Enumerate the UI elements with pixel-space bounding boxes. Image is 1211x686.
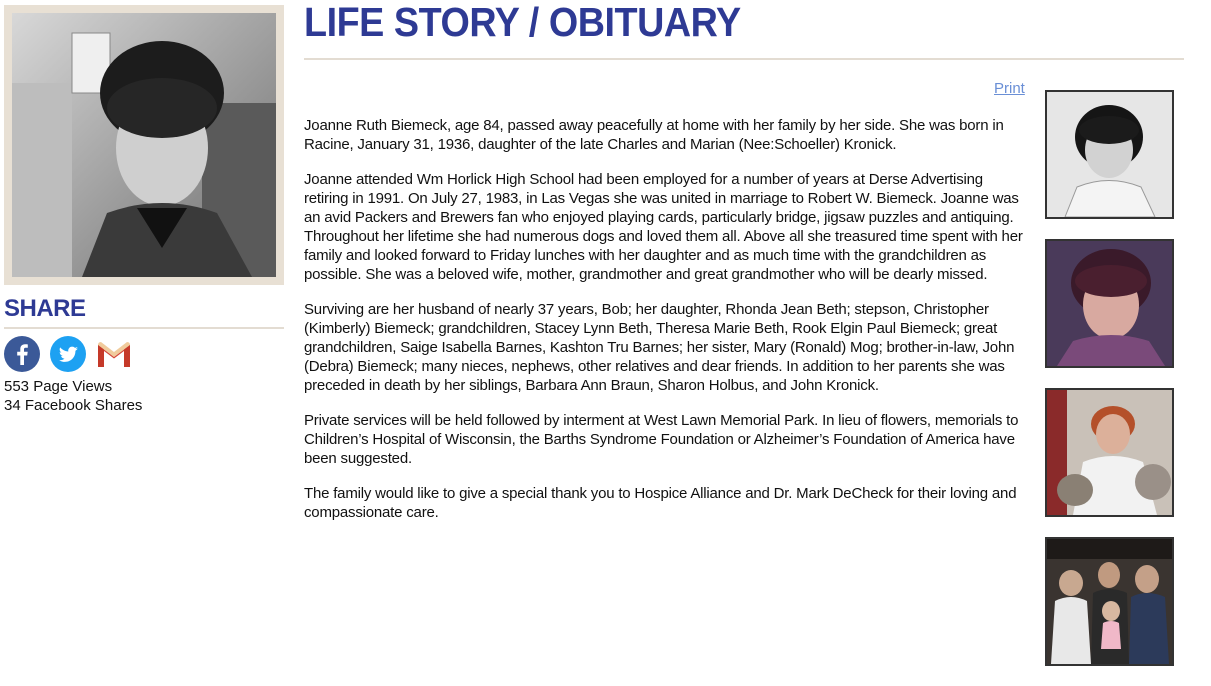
obituary-paragraph: The family would like to give a special thank you to Hospice Alliance and Dr. Mark DeCheck for their loving and compassionate care. [304,485,1017,521]
share-stats [4,377,284,415]
twitter-icon[interactable] [50,336,86,372]
obituary-paragraph: Surviving are her husband of nearly 37 years, Bob; her daughter, Rhonda Jean Beth; stepson, Christopher (Kimberly) Biemeck; grandchildren, Stacey Lynn Beth, Theresa Marie Beth, Rook Elgin Paul Biemeck; great grandchildren, Saige Isabella Barnes, Kashton Tru Barnes; her sister, Mary (Ronald) Mog; brother-in-law, John (Debra) Biemeck; many nieces, nephews, other relatives and dear friends. In addition to her parents she was preceded in death by her siblings, Barbara Ann Braun, Sharon Holbus, and John Kronick. [304,301,1015,394]
gallery-image [1047,390,1172,515]
portrait-photo [12,13,276,277]
page-title: LIFE STORY / OBITUARY [304,0,741,45]
gallery-photo-4[interactable] [1045,537,1174,666]
facebook-shares: 34 Facebook Shares [4,397,143,414]
obituary-paragraph: Private services will be held followed by interment at West Lawn Memorial Park. In lieu of flowers, memorials to Children’s Hospital of Wisconsin, the Barths Syndrome Foundation or Alzheimer’s Foundation of America have been suggested. [304,412,1019,467]
facebook-icon[interactable] [4,336,40,372]
gallery-photo-3[interactable] [1045,388,1174,517]
obituary-body [304,116,1026,538]
obituary-paragraph: Joanne attended Wm Horlick High School had been employed for a number of years at Derse Advertising retiring in 1991. On July 27, 1983, in Las Vegas she was united in marriage to Robert W. Biemeck. Joanne was an avid Packers and Brewers fan who enjoyed playing cards, particularly bridge, jigsaw puzzles and antiquing. Throughout her lifetime she had numerous dogs and loved them all. Above all she treasured time spent with her family and looked forward to Friday lunches with her daughter and as much time with the grandchildren as possible. She was a beloved wife, mother, grandmother and great grandmother who will be dearly missed. [304,171,1023,283]
obituary-paragraph: Joanne Ruth Biemeck, age 84, passed away peacefully at home with her family by her side. She was born in Racine, January 31, 1936, daughter of the late Charles and Marian (Nee:Schoeller) Kronick. [304,117,1004,153]
share-icons [4,336,284,372]
share-heading: SHARE [4,295,86,322]
page-views: 553 Page Views [4,378,113,395]
gallery-image [1047,92,1172,217]
share-divider [4,327,284,329]
gallery-photo-1[interactable] [1045,90,1174,219]
gallery-photo-2[interactable] [1045,239,1174,368]
gallery-image [1047,539,1172,664]
title-divider [304,58,1184,60]
gmail-icon[interactable] [96,336,132,372]
portrait-frame [4,5,284,285]
photo-gallery [1045,90,1174,686]
left-column [4,5,284,415]
print-link[interactable]: Print [994,80,1025,97]
portrait-image [12,13,276,277]
gallery-image [1047,241,1172,366]
